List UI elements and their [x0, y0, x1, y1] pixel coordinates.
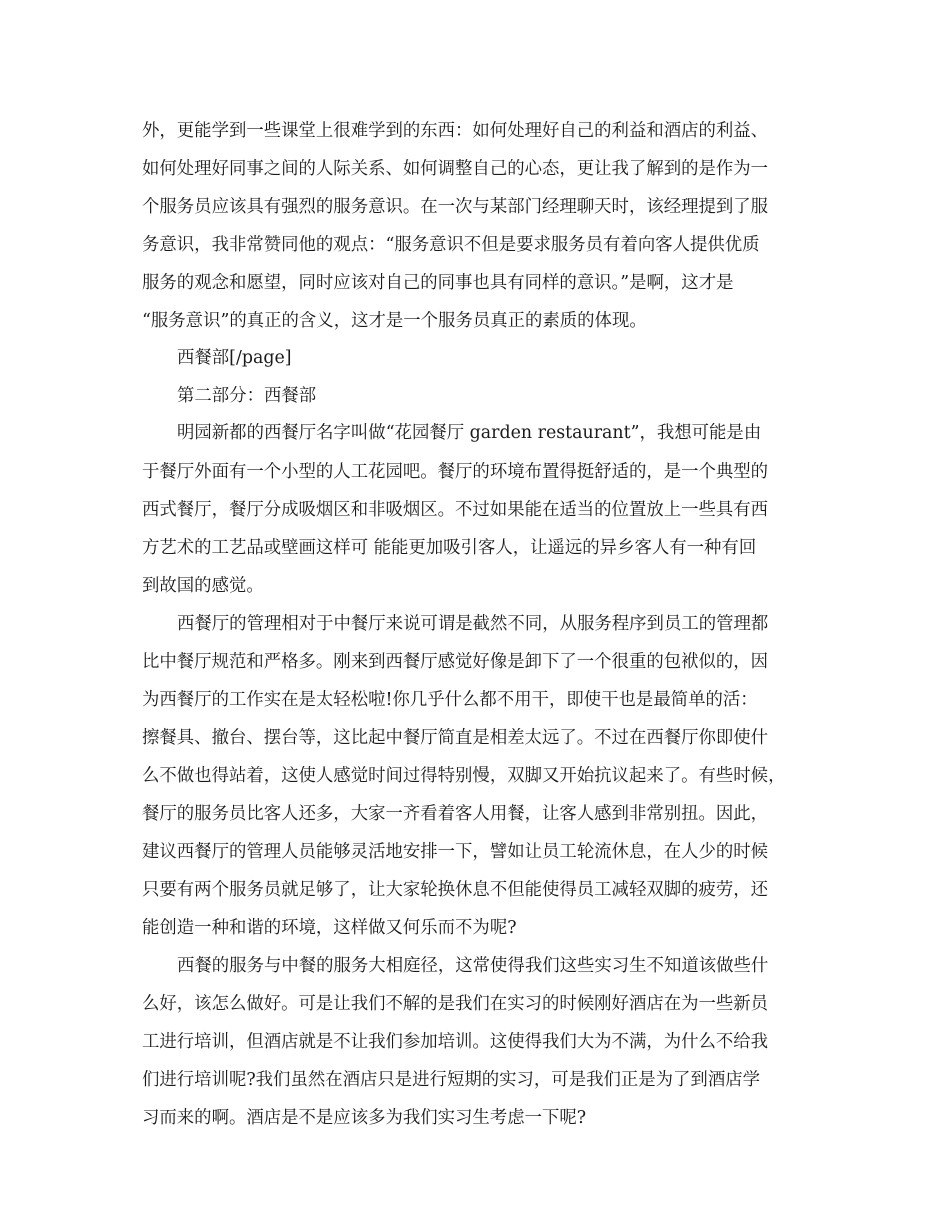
paragraph-line: 明园新都的西餐厅名字叫做“花园餐厅 garden restaurant”，我想可能是由	[177, 423, 762, 443]
paragraph-line: 只要有两个服务员就足够了，让大家轮换休息不但能使得员工减轻双脚的疲劳，还	[142, 880, 769, 900]
paragraph-line: 到故国的感觉。	[142, 576, 264, 596]
paragraph-line: 如何处理好同事之间的人际关系、如何调整自己的心态，更让我了解到的是作为一	[142, 159, 769, 179]
paragraph-line: 西式餐厅，餐厅分成吸烟区和非吸烟区。不过如果能在适当的位置放上一些具有西	[142, 500, 769, 520]
paragraph-line: 为西餐厅的工作实在是太轻松啦!你几乎什么都不用干，即使干也是最简单的活：	[142, 690, 758, 710]
paragraph-line: 外，更能学到一些课堂上很难学到的东西：如何处理好自己的利益和酒店的利益、	[142, 121, 769, 141]
paragraph-line: 习而来的啊。酒店是不是应该多为我们实习生考虑一下呢?	[142, 1108, 587, 1128]
section-marker: 西餐部[/page]	[177, 348, 292, 368]
paragraph-line: 们进行培训呢?我们虽然在酒店只是进行短期的实习，可是我们正是为了到酒店学	[142, 1070, 760, 1090]
paragraph-line: 比中餐厅规范和严格多。刚来到西餐厅感觉好像是卸下了一个很重的包袱似的，因	[142, 652, 769, 672]
paragraph-line: 于餐厅外面有一个小型的人工花园吧。餐厅的环境布置得挺舒适的，是一个典型的	[142, 462, 769, 482]
paragraph-line: 建议西餐厅的管理人员能够灵活地安排一下，譬如让员工轮流休息，在人少的时候	[142, 842, 769, 862]
paragraph-line: 擦餐具、撤台、摆台等，这比起中餐厅简直是相差太远了。不过在西餐厅你即使什	[142, 728, 769, 748]
paragraph-line: 方艺术的工艺品或壁画这样可 能能更加吸引客人，让遥远的异乡客人有一种有回	[142, 538, 757, 558]
paragraph-line: 服务的观念和愿望，同时应该对自己的同事也具有同样的意识。”是啊，这才是	[142, 273, 734, 293]
paragraph-line: 么不做也得站着，这使人感觉时间过得特别慢，双脚又开始抗议起来了。有些时候，	[142, 766, 786, 786]
paragraph-line: “服务意识”的真正的含义，这才是一个服务员真正的素质的体现。	[142, 311, 647, 331]
paragraph-line: 西餐厅的管理相对于中餐厅来说可谓是截然不同，从服务程序到员工的管理都	[177, 614, 769, 634]
paragraph-line: 能创造一种和谐的环境，这样做又何乐而不为呢?	[142, 918, 517, 938]
paragraph-line: 个服务员应该具有强烈的服务意识。在一次与某部门经理聊天时，该经理提到了服	[142, 197, 769, 217]
paragraph-line: 餐厅的服务员比客人还多，大家一齐看着客人用餐，让客人感到非常别扭。因此，	[142, 804, 769, 824]
paragraph-line: 么好，该怎么做好。可是让我们不解的是我们在实习的时候刚好酒店在为一些新员	[142, 994, 769, 1014]
paragraph-line: 务意识，我非常赞同他的观点：“服务意识不但是要求服务员有着向客人提供优质	[142, 235, 760, 255]
section-heading: 第二部分：西餐部	[177, 386, 317, 406]
paragraph-line: 工进行培训，但酒店就是不让我们参加培训。这使得我们大为不满，为什么不给我	[142, 1032, 769, 1052]
paragraph-line: 西餐的服务与中餐的服务大相庭径，这常使得我们这些实习生不知道该做些什	[177, 956, 769, 976]
